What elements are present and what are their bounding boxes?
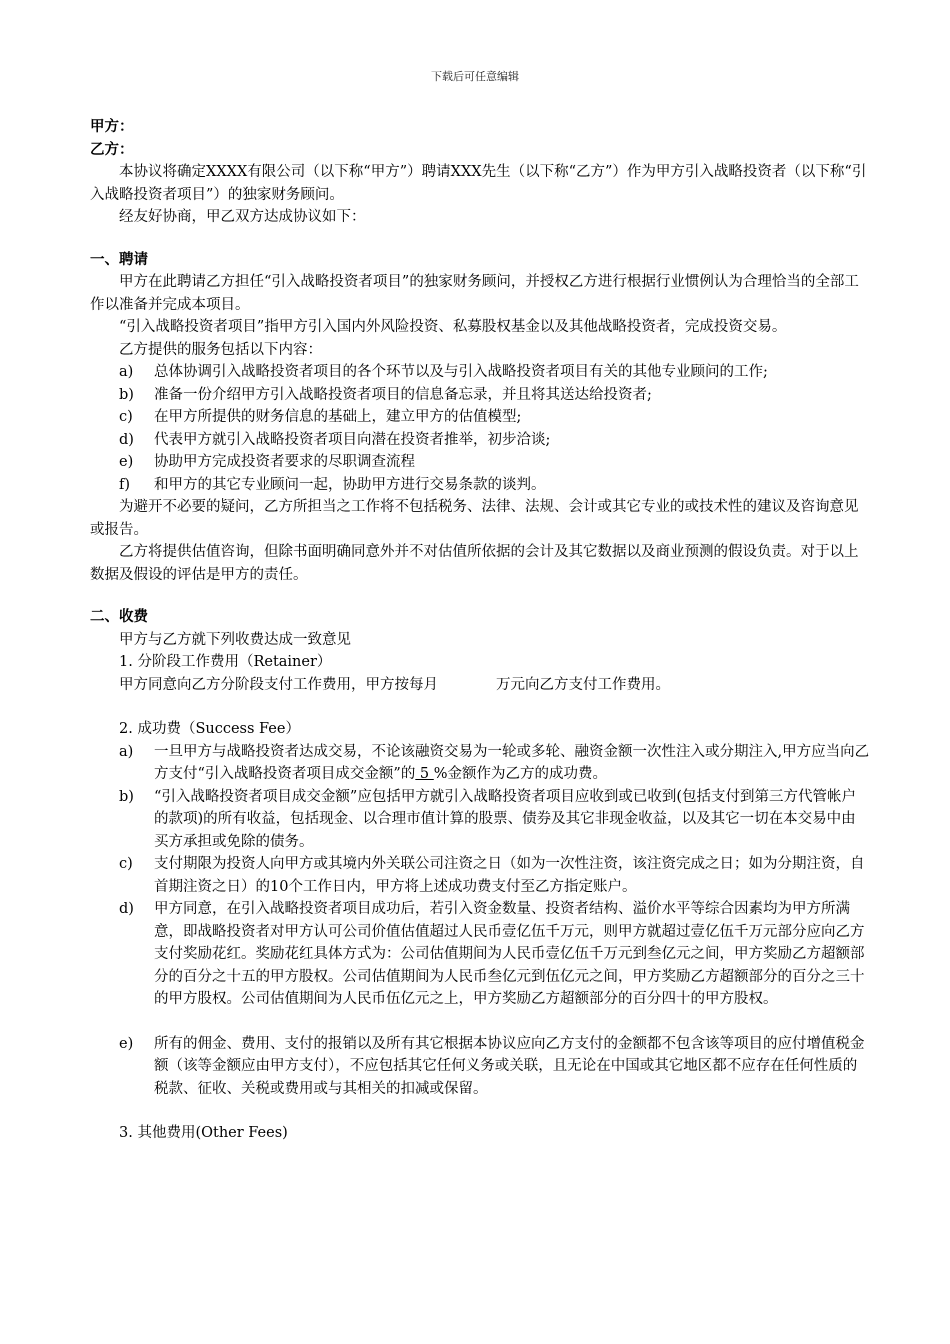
- item-marker: c): [119, 856, 133, 872]
- item-marker: b): [119, 788, 134, 805]
- retainer-text: [90, 674, 870, 697]
- success-fee-item: [90, 853, 870, 898]
- item-text: 代表甲方就引入战略投资者项目向潜在投资者推举，初步洽谈;: [154, 431, 551, 448]
- item-text: 支付期限为投资人向甲方或其境内外关联公司注资之日（如为一次性注资，该注资完成之日；如为分期注资，自首期注资之日）的10个工作日内，甲方将上述成功费支付至乙方指定账户。: [154, 856, 865, 895]
- item-marker: a): [119, 364, 134, 380]
- section-1-para-1: 甲方在此聘请乙方担任“引入战略投资者项目”的独家财务顾问，并授权乙方进行根据行业惯例认为合理恰当的全部工作以准备并完成本项目。: [90, 274, 859, 313]
- item-text: 准备一份介绍甲方引入战略投资者项目的信息备忘录，并且将其送达给投资者;: [154, 386, 652, 403]
- service-item: [90, 384, 870, 407]
- item-marker: b): [119, 386, 134, 403]
- success-fee-percent: 5: [415, 766, 434, 782]
- document-body: [90, 116, 870, 1145]
- item-text: 和甲方的其它专业顾问一起，协助甲方进行交易条款的谈判。: [154, 476, 546, 493]
- success-fee-item: [90, 898, 870, 1011]
- section-1-para-2: “引入战略投资者项目”指甲方引入国内外风险投资、私募股权基金以及其他战略投资者，完成投资交易。: [119, 319, 787, 335]
- service-item: [90, 451, 870, 474]
- item-text: 甲方同意，在引入战略投资者项目成功后，若引入资金数量、投资者结构、溢价水平等综合因素均为甲方所满意，即战略投资者对甲方认可公司价值估值超过人民币壹亿伍千万元，则甲方就超过壹亿伍千万元部分应向乙方支付奖励花红。奖励花红具体方式为：公司估值期间为人民币壹亿伍千万元到叁亿元之间，甲方奖励乙方超额部分的百分之十五的甲方股权。公司估值期间为人民币叁亿元到伍亿元之间，甲方奖励乙方超额部分的百分之三十的甲方股权。公司估值期间为人民币伍亿元之上，甲方奖励乙方超额部分的百分四十的甲方股权。: [154, 901, 865, 1007]
- intro-agreement-line: 经友好协商，甲乙双方达成协议如下：: [119, 209, 366, 225]
- item-marker: d): [119, 901, 134, 917]
- service-item: [90, 429, 870, 452]
- other-fees-title: 3. 其他费用(Other Fees): [119, 1125, 288, 1141]
- item-text: 协助甲方完成投资者要求的尽职调查流程: [154, 454, 415, 470]
- page-header: 下载后可任意编辑: [431, 70, 519, 83]
- success-fee-item: [90, 741, 870, 786]
- item-text-post: %金额作为乙方的成功费。: [433, 766, 608, 782]
- section-1-para-4: 为避开不必要的疑问，乙方所担当之工作将不包括税务、法律、法规、会计或其它专业的或技术性的建议及咨询意见或报告。: [90, 499, 859, 538]
- retainer-title: 1. 分阶段工作费用（Retainer）: [119, 654, 332, 670]
- item-marker: a): [119, 743, 134, 760]
- retainer-text-pre: 甲方同意向乙方分阶段支付工作费用，甲方按每月: [119, 676, 438, 693]
- item-marker: c): [119, 409, 133, 425]
- item-text-pre: 一旦甲方与战略投资者达成交易，不论该融资交易为一轮或多轮、融资金额一次性注入或分期注入,甲方应当向乙方支付“引入战略投资者项目成交金额”的: [154, 743, 870, 782]
- retainer-text-post: 万元向乙方支付工作费用。: [496, 676, 670, 693]
- success-fee-item: [90, 1033, 870, 1101]
- success-fee-item: [90, 786, 870, 854]
- section-2-intro: 甲方与乙方就下列收费达成一致意见: [119, 631, 351, 648]
- item-text: “引入战略投资者项目成交金额”应包括甲方就引入战略投资者项目应收到或已收到(包括支付到第三方代管帐户的款项)的所有收益，包括现金、以合理市值计算的股票、债券及其它非现金收益，以及其它一切在本交易中由买方承担或免除的债务。: [154, 788, 856, 850]
- item-text: 总体协调引入战略投资者项目的各个环节以及与引入战略投资者项目有关的其他专业顾问的工作;: [154, 364, 768, 380]
- item-marker: d): [119, 431, 134, 448]
- success-fee-title: 2. 成功费（Success Fee）: [119, 721, 300, 737]
- item-text: 所有的佣金、费用、支付的报销以及所有其它根据本协议应向乙方支付的金额都不包含该等项目的应付增值税金额（该等金额应由甲方支付），不应包括其它任何义务或关联，且无论在中国或其它地区都不应存在任何性质的税款、征收、关税或费用或与其相关的扣减或保留。: [154, 1035, 865, 1097]
- section-1-title: 一、聘请: [90, 251, 148, 268]
- service-item: [90, 406, 870, 429]
- item-marker: f): [119, 476, 131, 493]
- service-item: [90, 474, 870, 497]
- party-a-label: 甲方：: [90, 119, 134, 135]
- item-marker: e): [119, 454, 134, 470]
- party-b-label: 乙方：: [90, 141, 134, 158]
- item-marker: e): [119, 1035, 134, 1052]
- section-1-para-5: 乙方将提供估值咨询，但除书面明确同意外并不对估值所依据的会计及其它数据以及商业预测的假设负责。对于以上数据及假设的评估是甲方的责任。: [90, 544, 859, 583]
- section-1-services-intro: 乙方提供的服务包括以下内容：: [119, 341, 322, 358]
- service-item: [90, 361, 870, 384]
- section-2-title: 二、收费: [90, 609, 148, 625]
- item-text: [154, 741, 870, 786]
- intro-paragraph: 本协议将确定XXXX有限公司（以下称“甲方”）聘请XXX先生（以下称“乙方”）作为甲方引入战略投资者（以下称“引入战略投资者项目”）的独家财务顾问。: [90, 164, 867, 203]
- item-text: 在甲方所提供的财务信息的基础上，建立甲方的估值模型;: [154, 409, 522, 425]
